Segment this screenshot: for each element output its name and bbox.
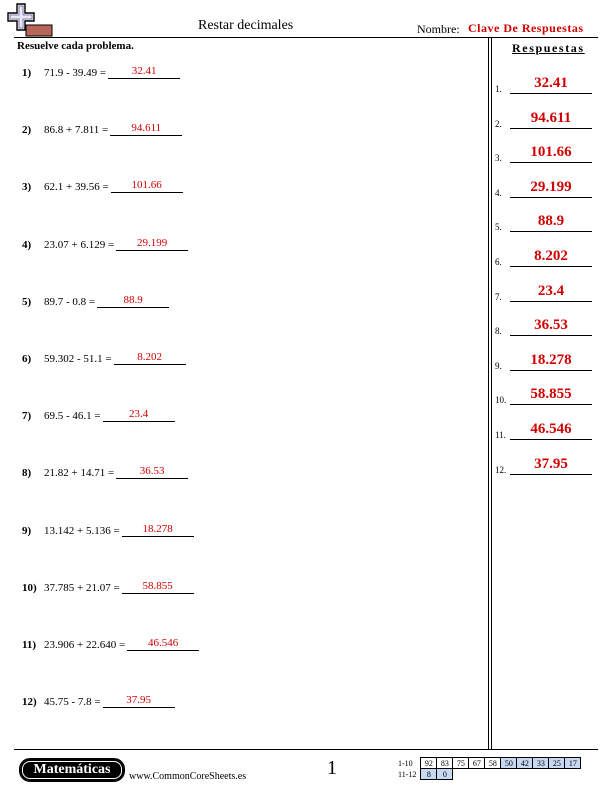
answer-key-number: 9.	[495, 360, 502, 371]
answer-key-item-12	[495, 453, 595, 475]
answer-blank[interactable]: 94.611	[110, 121, 182, 136]
answer-key-item-6	[495, 245, 595, 267]
name-value: Clave De Respuestas	[468, 21, 584, 35]
answer-blank[interactable]: 37.95	[103, 693, 175, 708]
problem-expression: 23.906 + 22.640 =	[44, 639, 126, 651]
problem-expression: 86.8 + 7.811 =	[44, 124, 109, 137]
problem-12	[22, 693, 175, 713]
answer-key-value: 46.546	[510, 419, 592, 440]
problem-expression: 69.5 - 46.1 =	[44, 410, 101, 423]
problem-expression: 21.82 + 14.71 =	[44, 467, 115, 480]
name-label: Nombre:	[417, 22, 460, 36]
answer-key-number: 5.	[495, 222, 502, 233]
answer-key-number: 1.	[495, 84, 502, 94]
problem-3	[22, 178, 183, 198]
answer-blank[interactable]: 18.278	[122, 522, 194, 537]
answer-key-value: 58.855	[510, 384, 592, 405]
score-cell: 50	[501, 758, 517, 769]
problem-number: 3)	[22, 181, 32, 194]
answer-key-number: 6.	[495, 257, 502, 267]
answer-key-value: 23.4	[510, 281, 592, 302]
answer-blank[interactable]: 29.199	[116, 236, 188, 251]
answer-key-item-7	[495, 280, 595, 302]
page-number: 1	[327, 757, 337, 779]
score-table	[396, 757, 581, 780]
answer-key-value: 94.611	[510, 108, 592, 129]
answer-key-number: 11.	[495, 430, 506, 440]
answer-key-item-1	[495, 72, 595, 94]
instructions: Resuelve cada problema.	[17, 40, 134, 52]
answer-blank[interactable]: 101.66	[111, 178, 183, 193]
answer-key-item-5	[495, 210, 595, 232]
problem-number: 7)	[22, 410, 32, 423]
score-cell: 67	[469, 758, 485, 769]
header-rule	[14, 37, 598, 38]
problem-9	[22, 522, 194, 542]
answer-blank[interactable]: 46.546	[127, 636, 199, 651]
score-cell: 75	[453, 758, 469, 769]
problem-expression: 89.7 - 0.8 =	[44, 295, 96, 308]
answer-key-number: 3.	[495, 153, 502, 164]
answer-key-number: 12.	[495, 464, 507, 475]
footer-rule	[14, 749, 598, 750]
problem-2	[22, 121, 182, 141]
answer-blank[interactable]: 36.53	[116, 464, 188, 479]
problem-number: 12)	[22, 696, 37, 709]
problem-number: 11)	[22, 639, 37, 651]
problem-number: 10)	[22, 581, 37, 594]
answer-key-value: 32.41	[510, 73, 592, 94]
answers-header: Respuestas	[512, 41, 585, 55]
answer-blank[interactable]: 58.855	[122, 579, 194, 594]
score-cell: 42	[517, 758, 533, 769]
answer-key-value: 29.199	[510, 177, 592, 198]
problem-8	[22, 464, 188, 484]
plus-minus-logo-icon	[2, 2, 54, 38]
score-cell: 17	[565, 758, 581, 769]
answer-blank[interactable]: 88.9	[97, 293, 169, 308]
answer-key-item-3	[495, 141, 595, 163]
problem-10	[22, 579, 194, 599]
site-url: www.CommonCoreSheets.es	[129, 771, 247, 782]
answer-blank[interactable]: 32.41	[108, 64, 180, 79]
score-cell: 58	[485, 758, 501, 769]
answer-key-item-2	[495, 107, 595, 129]
problem-number: 9)	[22, 524, 32, 537]
problem-expression: 37.785 + 21.07 =	[44, 581, 120, 594]
score-cell: 92	[421, 758, 437, 769]
score-cell: 0	[437, 769, 453, 780]
problem-number: 5)	[22, 295, 32, 308]
answer-key-value: 101.66	[510, 142, 592, 163]
answer-key-value: 36.53	[510, 315, 592, 336]
answer-key-number: 4.	[495, 187, 502, 198]
answer-key-item-4	[495, 176, 595, 198]
score-row-1-10	[396, 758, 581, 769]
answer-key-number: 8.	[495, 326, 502, 337]
answer-key-value: 37.95	[510, 454, 592, 475]
score-row-label: 11-12	[398, 769, 417, 779]
worksheet-title: Restar decimales	[198, 18, 294, 33]
answer-key-item-9	[495, 349, 595, 371]
brand-badge: Matemáticas	[19, 758, 125, 782]
score-row-11-12	[396, 769, 581, 780]
answer-key-number: 7.	[495, 291, 502, 302]
problem-expression: 45.75 - 7.8 =	[44, 696, 101, 709]
answer-key-item-8	[495, 314, 595, 336]
answer-key-item-10	[495, 383, 595, 405]
problem-number: 8)	[22, 467, 32, 480]
problem-expression: 13.142 + 5.136 =	[44, 524, 120, 537]
problem-6	[22, 350, 186, 370]
answer-key-number: 10.	[495, 395, 507, 406]
score-row-label: 1-10	[398, 758, 413, 768]
problem-11	[22, 636, 199, 656]
score-cell: 33	[533, 758, 549, 769]
problem-expression: 59.302 - 51.1 =	[44, 353, 112, 365]
answer-blank[interactable]: 8.202	[114, 350, 186, 365]
answer-key-item-11	[495, 418, 595, 440]
problem-expression: 62.1 + 39.56 =	[44, 181, 109, 194]
score-cell: 83	[437, 758, 453, 769]
answer-blank[interactable]: 23.4	[103, 407, 175, 422]
answer-key-value: 88.9	[510, 211, 592, 232]
problem-number: 4)	[22, 238, 32, 251]
score-cell: 25	[549, 758, 565, 769]
answer-key-number: 2.	[495, 118, 502, 129]
answer-key-value: 8.202	[510, 246, 592, 267]
problem-7	[22, 407, 175, 427]
answer-key-value: 18.278	[510, 350, 592, 371]
problem-expression: 23.07 + 6.129 =	[44, 238, 115, 251]
score-cell: 8	[421, 769, 437, 780]
column-divider	[488, 37, 492, 749]
problem-number: 1)	[22, 67, 32, 79]
problem-expression: 71.9 - 39.49 =	[44, 67, 107, 79]
problem-1	[22, 64, 180, 84]
problem-4	[22, 236, 188, 256]
problem-5	[22, 293, 169, 313]
problem-number: 2)	[22, 124, 32, 137]
problem-number: 6)	[22, 353, 32, 365]
